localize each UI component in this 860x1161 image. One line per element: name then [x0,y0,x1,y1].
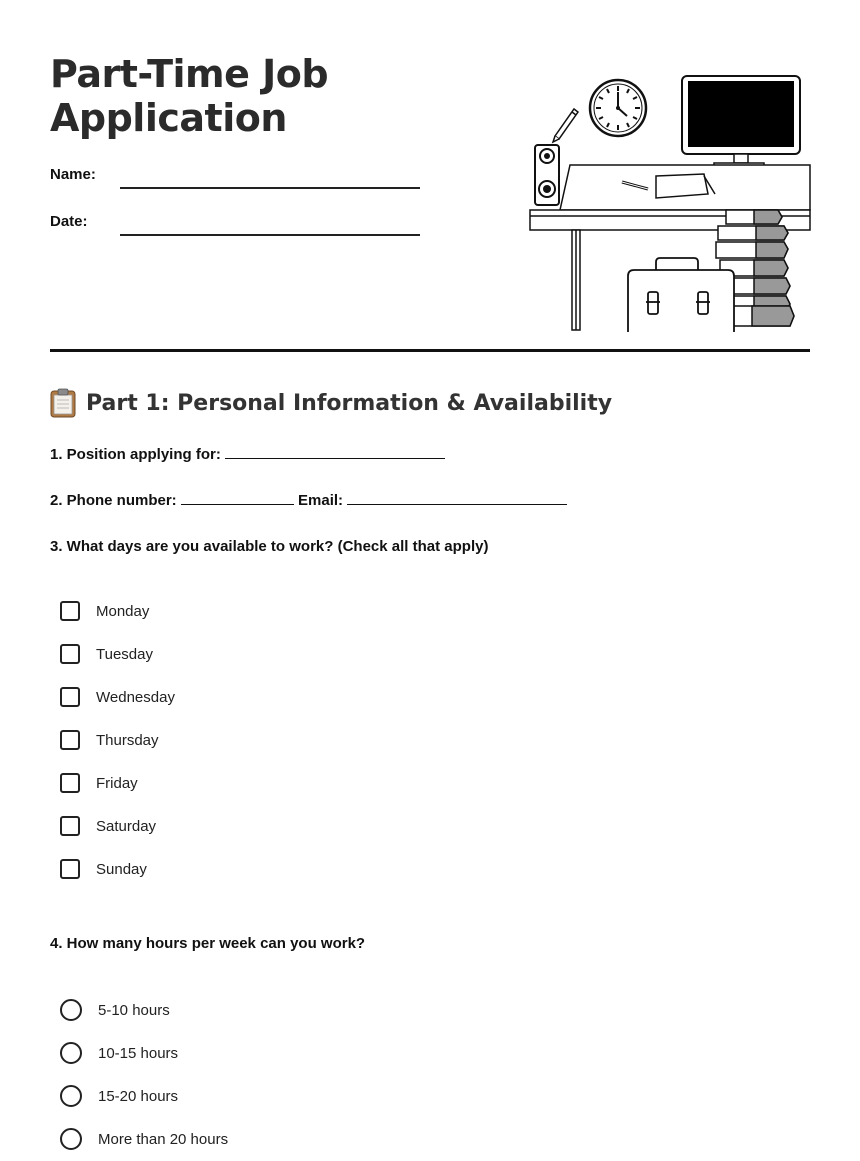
question-contact [50,492,567,509]
question-position-label: 1. Position applying for: [50,446,221,463]
hours-label: 5-10 hours [98,1001,170,1019]
day-label: Tuesday [96,645,153,663]
day-option-tuesday[interactable] [60,644,153,664]
day-label: Saturday [96,817,157,835]
header-divider [50,349,810,352]
email-field[interactable] [347,492,567,505]
hours-option-5-10[interactable] [60,999,170,1021]
radio-button[interactable] [60,1042,82,1064]
day-label: Friday [96,774,138,792]
office-desk-illustration [528,70,812,332]
hours-option-15-20[interactable] [60,1085,178,1107]
checkbox[interactable] [60,773,80,793]
checkbox[interactable] [60,644,80,664]
day-option-friday[interactable] [60,773,138,793]
checkbox[interactable] [60,859,80,879]
hours-label: 10-15 hours [98,1044,179,1062]
day-label: Thursday [96,731,159,749]
position-field[interactable] [225,446,445,459]
question-days: 3. What days are you available to work? (Check all that apply) [50,538,489,555]
name-label: Name: [50,166,96,183]
checkbox[interactable] [60,816,80,836]
checkbox[interactable] [60,687,80,707]
hours-label: More than 20 hours [98,1130,229,1148]
question-phone-label: 2. Phone number: [50,492,177,509]
section-title: Part 1: Personal Information & Availability [86,390,613,416]
clock-icon [590,80,646,136]
day-option-thursday[interactable] [60,730,159,750]
briefcase-icon [628,258,734,332]
radio-button[interactable] [60,1128,82,1150]
name-field[interactable] [120,187,420,189]
day-label: Monday [96,602,150,620]
title-line-1: Part-Time Job [50,52,329,96]
radio-button[interactable] [60,1085,82,1107]
speaker-icon [535,145,559,205]
day-label: Sunday [96,860,147,878]
title-line-2: Application [50,96,287,140]
date-field[interactable] [120,234,420,236]
page-title [50,52,328,140]
day-option-monday[interactable] [60,601,149,621]
checkbox[interactable] [60,730,80,750]
day-option-sunday[interactable] [60,859,147,879]
question-email-label: Email: [298,492,344,509]
radio-button[interactable] [60,999,82,1021]
day-option-wednesday[interactable] [60,687,175,707]
checkbox[interactable] [60,601,80,621]
day-label: Wednesday [96,688,175,706]
section-heading [50,388,612,418]
day-option-saturday[interactable] [60,816,156,836]
hours-label: 15-20 hours [98,1087,179,1105]
question-position [50,446,445,463]
monitor-icon [682,76,800,166]
hours-option-10-15[interactable] [60,1042,178,1064]
pencil-icon [553,109,578,142]
question-hours: 4. How many hours per week can you work? [50,935,366,952]
phone-field[interactable] [181,492,294,505]
date-label: Date: [50,213,88,230]
hours-option-more-than-20[interactable] [60,1128,228,1150]
clipboard-icon [50,388,76,418]
